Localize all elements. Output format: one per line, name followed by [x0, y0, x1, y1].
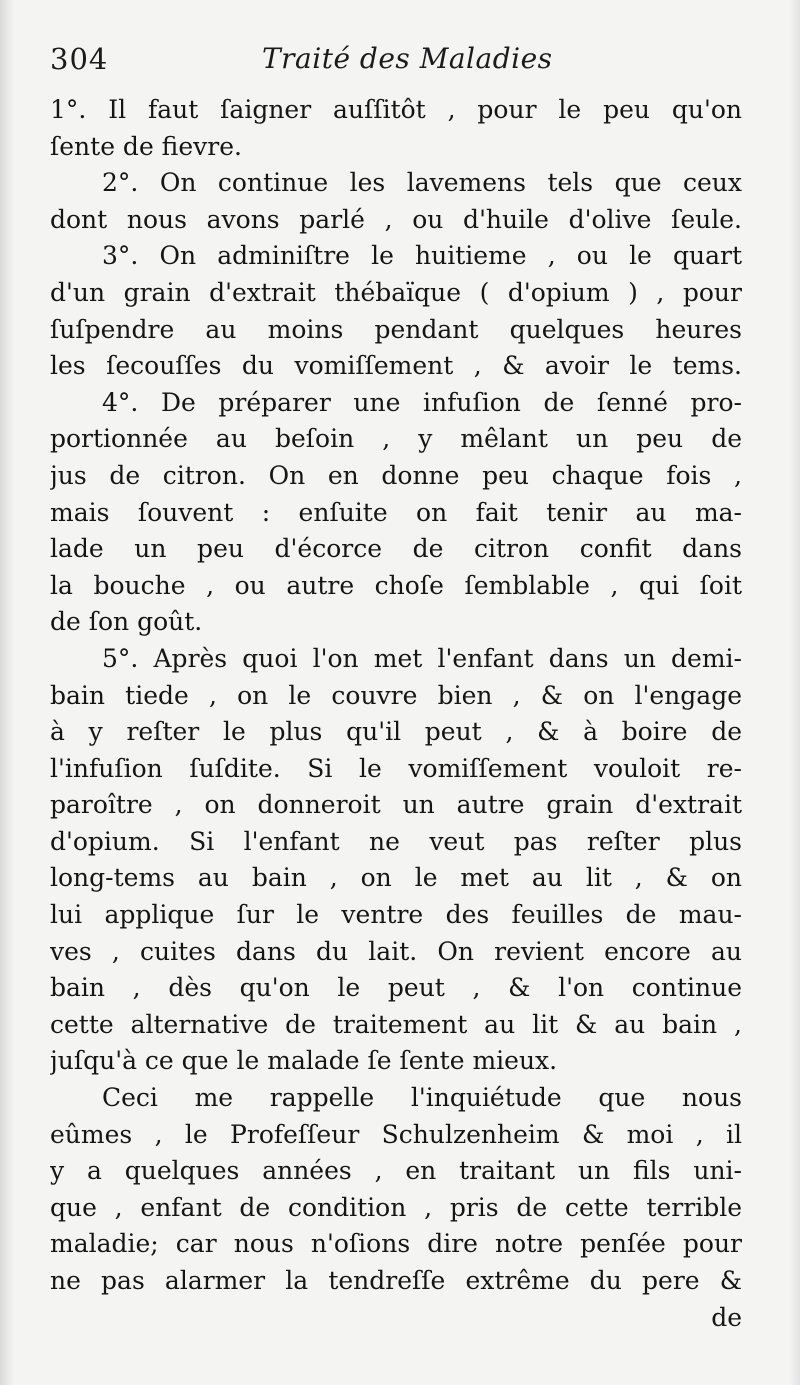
text-line: long-tems au bain , on le met au lit , & on — [50, 863, 742, 893]
text-line: dont nous avons parlé , ou d'huile d'olive ſeule. — [50, 204, 742, 234]
text-line: 4°. De préparer une infuſion de ſenné pro- — [102, 387, 742, 417]
text-line: maladie; car nous n'oſions dire notre penſée pour — [50, 1229, 742, 1259]
text-line: juſqu'à ce que le malade ſe ſente mieux. — [50, 1046, 558, 1076]
body-text — [50, 92, 742, 1336]
text-line: bain , dès qu'on le peut , & l'on continue — [50, 973, 742, 1003]
text-line: d'un grain d'extrait thébaïque ( d'opium ) , pour — [50, 277, 742, 307]
running-title: Traité des Maladies — [262, 42, 553, 75]
text-line: 5°. Après quoi l'on met l'enfant dans un demi- — [102, 643, 742, 673]
text-line: portionnée au beſoin , y mêlant un peu de — [50, 424, 742, 454]
text-line: 1°. Il faut ſaigner auſſitôt , pour le peu qu'on — [50, 95, 742, 124]
text-line: que , enfant de condition , pris de cette terrible — [50, 1192, 742, 1222]
text-line: ſente de fievre. — [50, 131, 242, 161]
catchword: de — [711, 1302, 742, 1332]
text-line: paroître , on donneroit un autre grain d'extrait — [50, 790, 742, 820]
text-line: cette alternative de traitement au lit & au bain , — [50, 1009, 742, 1039]
text-line: bain tiede , on le couvre bien , & on l'engage — [50, 680, 742, 710]
page-number: 304 — [50, 42, 109, 76]
text-line: y a quelques années , en traitant un fils uni- — [50, 1156, 742, 1186]
text-line: 3°. On adminiſtre le huitieme , ou le quart — [102, 241, 742, 271]
text-line: lui applique ſur le ventre des feuilles de mau- — [50, 900, 742, 930]
text-line: la bouche , ou autre choſe ſemblable , qui ſoit — [50, 570, 742, 600]
text-line: ves , cuites dans du lait. On revient encore au — [50, 936, 742, 966]
text-line: lade un peu d'écorce de citron confit dans — [50, 534, 742, 564]
text-line: les ſecouſſes du vomiſſement , & avoir le tems. — [50, 351, 742, 381]
page-edge-right — [790, 0, 800, 1385]
text-line: de ſon goût. — [50, 607, 203, 637]
text-line: jus de citron. On en donne peu chaque fois , — [50, 460, 742, 490]
text-line: d'opium. Si l'enfant ne veut pas reſter plus — [50, 826, 742, 856]
text-line: eûmes , le Profeſſeur Schulzenheim & moi , il — [50, 1119, 742, 1149]
text-line: Ceci me rappelle l'inquiétude que nous — [102, 1083, 742, 1113]
text-line: ſuſpendre au moins pendant quelques heures — [50, 314, 742, 344]
text-line: à y reſter le plus qu'il peut , & à boire de — [50, 717, 742, 747]
text-line: mais ſouvent : enſuite on fait tenir au ma- — [50, 497, 742, 527]
text-line: ne pas alarmer la tendreſſe extrême du pere & — [50, 1266, 742, 1295]
text-line: l'infuſion ſuſdite. Si le vomiſſement vouloit re- — [50, 753, 742, 783]
page-edge-left — [0, 0, 14, 1385]
page-header — [50, 40, 740, 84]
text-line: 2°. On continue les lavemens tels que ceux — [102, 168, 742, 198]
